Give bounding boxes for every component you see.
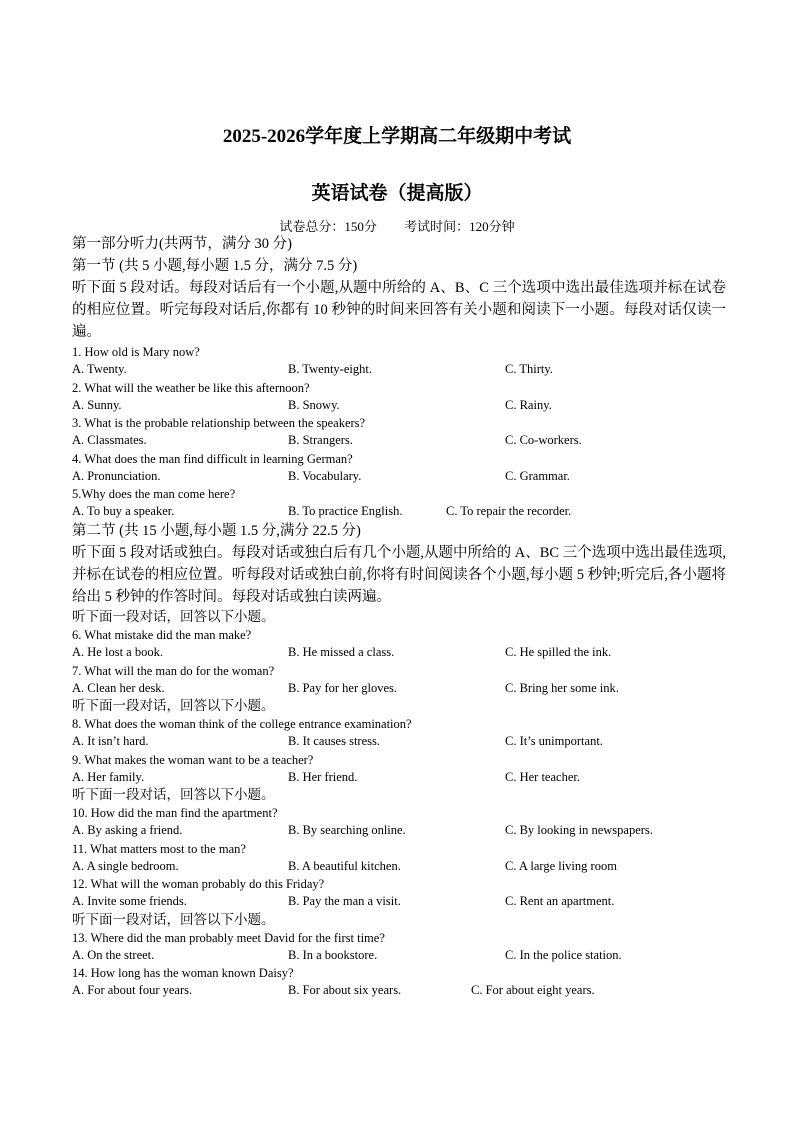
option-a: A. Invite some friends. xyxy=(72,894,187,908)
option-b: B. Twenty-eight. xyxy=(288,362,372,376)
option-a: A. Sunny. xyxy=(72,397,122,412)
option-a: A. By asking a friend. xyxy=(72,823,183,837)
dialogue-lead: 听下面一段对话，回答以下小题。 xyxy=(72,698,275,713)
option-b: B. Pay the man a visit. xyxy=(288,894,401,908)
exam-subtitle: 英语试卷（提高版） xyxy=(311,183,483,204)
option-b: B. To practice English. xyxy=(288,504,403,518)
question-block-6 xyxy=(72,626,726,662)
question-options xyxy=(72,361,726,379)
option-a: A. He lost a book. xyxy=(72,645,163,659)
question-options xyxy=(72,822,726,840)
section1-heading: 第一节 (共 5 小题,每小题 1.5 分，满分 7.5 分) xyxy=(72,257,358,274)
question-options xyxy=(72,769,726,787)
section1-instructions: 听下面 5 段对话。每段对话后有一个小题,从题中所给的 A、B、C 三个选项中选出最佳选项并标在试卷的相应位置。听完每段对话后,你都有 10 秒钟的时间来回答有关小题和阅读下一小题。每段对话仅读一遍。 xyxy=(72,280,726,340)
question-block-8 xyxy=(72,715,726,751)
question-block-7 xyxy=(72,662,726,698)
question-text: 12. What will the woman probably do this Friday? xyxy=(72,877,325,891)
option-b: B. It causes stress. xyxy=(288,734,380,748)
option-a: A. On the street. xyxy=(72,947,155,962)
option-a: A. Clean her desk. xyxy=(72,680,165,695)
option-a: A. Classmates. xyxy=(72,433,147,447)
exam-meta xyxy=(0,216,794,235)
exam-time: 考试时间：120分钟 xyxy=(404,219,515,234)
question-text: 1. How old is Mary now? xyxy=(72,345,200,359)
question-text: 9. What makes the woman want to be a teacher? xyxy=(72,752,314,767)
question-block-1 xyxy=(72,343,726,379)
part1-heading: 第一部分听力(共两节，满分 30 分) xyxy=(72,236,292,252)
question-text: 6. What mistake did the man make? xyxy=(72,628,252,642)
option-b: B. A beautiful kitchen. xyxy=(288,858,401,873)
question-block-2 xyxy=(72,379,726,415)
option-c: C. To repair the recorder. xyxy=(446,504,572,518)
option-b: B. By searching online. xyxy=(288,823,406,837)
question-options xyxy=(72,982,726,1000)
option-c: C. Co-workers. xyxy=(505,433,582,447)
question-options xyxy=(72,680,726,698)
question-block-12 xyxy=(72,875,726,911)
question-block-13 xyxy=(72,929,726,965)
question-options xyxy=(72,503,726,521)
question-text: 5.Why does the man come here? xyxy=(72,487,236,501)
option-b: B. For about six years. xyxy=(288,983,402,997)
option-a: A. For about four years. xyxy=(72,983,193,997)
question-text: 2. What will the weather be like this afternoon? xyxy=(72,380,310,395)
question-block-5 xyxy=(72,485,726,521)
question-options xyxy=(72,468,726,486)
question-block-14 xyxy=(72,964,726,1000)
option-c: C. Rainy. xyxy=(505,397,552,412)
exam-title: 2025-2026学年度上学期高二年级期中考试 xyxy=(222,126,572,147)
option-b: B. Snowy. xyxy=(288,397,340,412)
option-a: A. Pronunciation. xyxy=(72,468,161,483)
option-c: C. By looking in newspapers. xyxy=(505,823,653,837)
question-text: 8. What does the woman think of the college entrance examination? xyxy=(72,717,412,731)
dialogue-lead: 听下面一段对话，回答以下小题。 xyxy=(72,609,275,624)
question-block-10 xyxy=(72,804,726,840)
question-block-9 xyxy=(72,751,726,787)
score-total: 试卷总分：150分 xyxy=(279,219,377,234)
question-text: 4. What does the man find difficult in learning German? xyxy=(72,451,353,466)
question-text: 14. How long has the woman known Daisy? xyxy=(72,966,294,980)
option-a: A. Her family. xyxy=(72,769,145,784)
question-options xyxy=(72,858,726,876)
option-b: B. Strangers. xyxy=(288,433,353,447)
option-c: C. A large living room xyxy=(505,858,617,873)
option-c: C. Rent an apartment. xyxy=(505,894,615,908)
option-b: B. Vocabulary. xyxy=(288,468,362,483)
option-c: C. Thirty. xyxy=(505,362,553,376)
question-options xyxy=(72,432,726,450)
dialogue-lead: 听下面一段对话，回答以下小题。 xyxy=(72,911,275,927)
question-options xyxy=(72,644,726,662)
dialogue-lead: 听下面一段对话，回答以下小题。 xyxy=(72,787,275,802)
question-text: 10. How did the man find the apartment? xyxy=(72,806,278,820)
question-block-3 xyxy=(72,414,726,450)
option-a: A. A single bedroom. xyxy=(72,858,179,873)
question-text: 3. What is the probable relationship between the speakers? xyxy=(72,416,366,430)
option-c: C. He spilled the ink. xyxy=(505,645,612,659)
option-c: C. Grammar. xyxy=(505,468,570,483)
question-text: 7. What will the man do for the woman? xyxy=(72,663,275,678)
question-block-4 xyxy=(72,450,726,486)
option-b: B. Her friend. xyxy=(288,769,358,784)
option-a: A. It isn’t hard. xyxy=(72,734,149,748)
section2-instructions: 听下面 5 段对话或独白。每段对话或独白后有几个小题,从题中所给的 A、BC 三个选项中选出最佳选项,并标在试卷的相应位置。听每段对话或独白前,你将有时间阅读各个小题,每小题 5 秒钟;听完后,各小题将给出 5 秒钟的作答时间。每段对话或独白读两遍。 xyxy=(72,545,726,605)
option-a: A. Twenty. xyxy=(72,362,127,376)
question-options xyxy=(72,397,726,415)
option-b: B. Pay for her gloves. xyxy=(288,680,398,695)
option-c: C. In the police station. xyxy=(505,947,622,962)
option-c: C. For about eight years. xyxy=(471,983,595,997)
exam-content xyxy=(72,234,726,1000)
option-c: C. Bring her some ink. xyxy=(505,680,619,695)
option-c: C. It’s unimportant. xyxy=(505,734,603,748)
option-c: C. Her teacher. xyxy=(505,769,580,784)
option-b: B. In a bookstore. xyxy=(288,947,378,962)
question-options xyxy=(72,733,726,751)
question-block-11 xyxy=(72,840,726,876)
option-b: B. He missed a class. xyxy=(288,645,395,659)
question-options xyxy=(72,947,726,965)
question-text: 13. Where did the man probably meet David for the first time? xyxy=(72,930,385,945)
question-text: 11. What matters most to the man? xyxy=(72,841,246,856)
section2-heading: 第二节 (共 15 小题,每小题 1.5 分,满分 22.5 分) xyxy=(72,522,361,539)
option-a: A. To buy a speaker. xyxy=(72,504,175,518)
question-options xyxy=(72,893,726,911)
